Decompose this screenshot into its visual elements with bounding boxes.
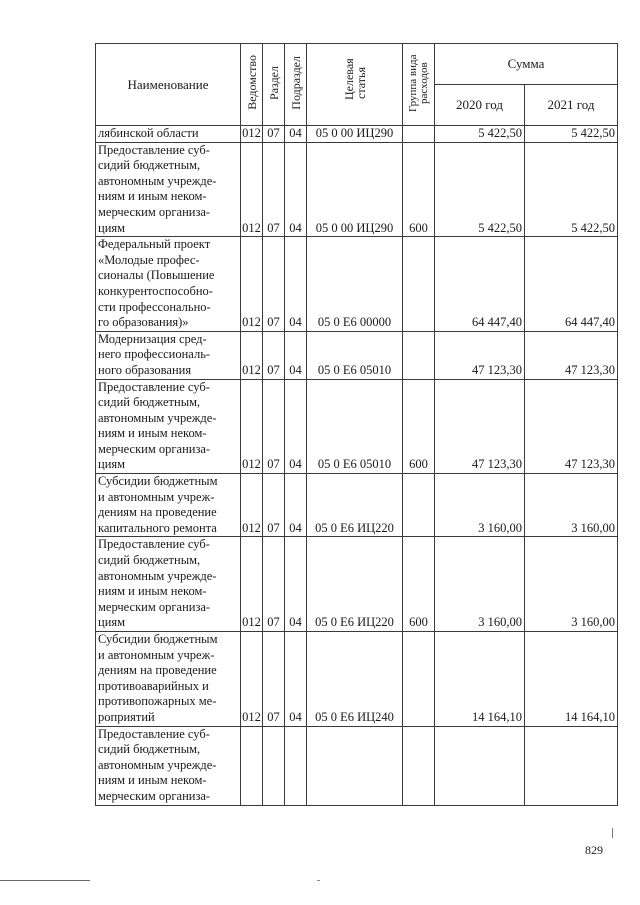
row-name-line: противопожарных ме- (98, 694, 217, 709)
row-name-line: мерческим организа- (98, 204, 211, 219)
row-name-line: сидий бюджетным, (98, 742, 201, 757)
row-razdel: 07 (263, 537, 285, 632)
row-podrazdel: 04 (285, 331, 307, 379)
row-podrazdel: 04 (285, 474, 307, 537)
row-name-line: циям (98, 220, 126, 235)
row-name (96, 537, 241, 632)
row-name-line: мерческим организа- (98, 441, 211, 456)
row-gruppa (403, 474, 435, 537)
row-name-line: роприятий (98, 709, 155, 724)
row-name-line: ниям и иным неком- (98, 584, 207, 599)
row-name-line: автономным учрежде- (98, 568, 217, 583)
row-podrazdel: 04 (285, 537, 307, 632)
row-podrazdel: 04 (285, 379, 307, 474)
row-celevaya: 05 0 Е6 05010 (307, 331, 403, 379)
col-header-2021: 2021 год (525, 85, 618, 126)
table-row (96, 379, 618, 474)
row-celevaya: 05 0 Е6 ИЦ220 (307, 474, 403, 537)
row-sum-2020: 3 160,00 (435, 474, 525, 537)
row-podrazdel: 04 (285, 237, 307, 332)
row-name (96, 632, 241, 727)
budget-table (95, 43, 618, 806)
row-podrazdel: 04 (285, 632, 307, 727)
row-sum-2021: 3 160,00 (525, 474, 618, 537)
row-celevaya: 05 0 Е6 05010 (307, 379, 403, 474)
row-gruppa: 600 (403, 379, 435, 474)
row-sum-2020: 5 422,50 (435, 142, 525, 237)
row-name-line: Модернизация сред- (98, 331, 207, 346)
row-name-line: Предоставление суб- (98, 379, 210, 394)
row-gruppa: 600 (403, 142, 435, 237)
footer-mark (317, 880, 320, 881)
row-name-line: лябинской области (98, 126, 199, 140)
row-sum-2020: 64 447,40 (435, 237, 525, 332)
col-header-celevaya: Целевая статья (307, 44, 403, 126)
row-celevaya: 05 0 Е6 00000 (307, 237, 403, 332)
row-name-line: ниям и иным неком- (98, 426, 207, 441)
row-name-line: него профессиональ- (98, 347, 211, 362)
row-razdel (263, 726, 285, 805)
row-sum-2021 (525, 726, 618, 805)
row-name-line: Предоставление суб- (98, 142, 210, 157)
row-podrazdel: 04 (285, 126, 307, 143)
row-sum-2021: 5 422,50 (525, 142, 618, 237)
row-name-line: мерческим организа- (98, 788, 211, 803)
row-name-line: ного образования (98, 362, 192, 377)
row-gruppa (403, 126, 435, 143)
row-sum-2020: 5 422,50 (435, 126, 525, 143)
row-gruppa (403, 237, 435, 332)
row-name-line: дениям на проведение (98, 663, 217, 678)
table-row (96, 632, 618, 727)
row-name-line: Предоставление суб- (98, 726, 210, 741)
col-header-name: Наименование (96, 44, 241, 126)
row-name-line: сидий бюджетным, (98, 158, 201, 173)
row-name-line: автономным учрежде- (98, 757, 217, 772)
row-name-line: мерческим организа- (98, 599, 211, 614)
table-row (96, 142, 618, 237)
row-name-line: и автономным учреж- (98, 489, 215, 504)
row-name-line: капитального ремонта (98, 520, 217, 535)
row-vedomstvo: 012 (241, 142, 263, 237)
table-row (96, 474, 618, 537)
row-vedomstvo: 012 (241, 331, 263, 379)
table-row (96, 331, 618, 379)
row-sum-2021: 47 123,30 (525, 379, 618, 474)
row-sum-2021: 3 160,00 (525, 537, 618, 632)
row-sum-2020: 47 123,30 (435, 379, 525, 474)
row-name-line: и автономным учреж- (98, 647, 215, 662)
row-celevaya: 05 0 Е6 ИЦ240 (307, 632, 403, 727)
row-razdel: 07 (263, 474, 285, 537)
row-podrazdel: 04 (285, 142, 307, 237)
col-header-podrazdel: Подраздел (285, 44, 307, 126)
row-vedomstvo: 012 (241, 632, 263, 727)
row-name (96, 237, 241, 332)
row-name-line: дениям на проведение (98, 505, 217, 520)
row-sum-2021: 14 164,10 (525, 632, 618, 727)
row-name-line: автономным учрежде- (98, 173, 217, 188)
row-name-line: сидий бюджетным, (98, 395, 201, 410)
col-header-gruppa: Группа вида расходов (403, 44, 435, 126)
row-name-line: Субсидии бюджетным (98, 474, 218, 489)
row-gruppa (403, 331, 435, 379)
table-row (96, 537, 618, 632)
table-row (96, 126, 618, 143)
row-name (96, 474, 241, 537)
row-sum-2020: 3 160,00 (435, 537, 525, 632)
row-name-line: противоаварийных и (98, 678, 209, 693)
table-row (96, 726, 618, 805)
row-vedomstvo: 012 (241, 237, 263, 332)
row-vedomstvo: 012 (241, 379, 263, 474)
row-name-line: «Молодые профес- (98, 252, 200, 267)
row-name-line: конкурентоспособно- (98, 283, 213, 298)
row-gruppa (403, 632, 435, 727)
col-header-vedomstvo: Ведомство (241, 44, 263, 126)
row-sum-2021: 64 447,40 (525, 237, 618, 332)
row-vedomstvo: 012 (241, 537, 263, 632)
row-name-line: автономным учрежде- (98, 410, 217, 425)
row-razdel: 07 (263, 237, 285, 332)
row-name-line: сти профессонально- (98, 299, 211, 314)
row-razdel: 07 (263, 632, 285, 727)
row-name-line: циям (98, 457, 126, 472)
row-podrazdel (285, 726, 307, 805)
row-name-line: циям (98, 615, 126, 630)
footer-rule (0, 880, 90, 881)
row-celevaya: 05 0 00 ИЦ290 (307, 126, 403, 143)
row-razdel: 07 (263, 126, 285, 143)
row-name (96, 379, 241, 474)
row-celevaya: 05 0 Е6 ИЦ220 (307, 537, 403, 632)
row-razdel: 07 (263, 379, 285, 474)
row-name-line: ниям и иным неком- (98, 189, 207, 204)
row-vedomstvo: 012 (241, 474, 263, 537)
row-name (96, 726, 241, 805)
row-sum-2021: 47 123,30 (525, 331, 618, 379)
row-razdel: 07 (263, 331, 285, 379)
row-celevaya: 05 0 00 ИЦ290 (307, 142, 403, 237)
row-name-line: Предоставление суб- (98, 537, 210, 552)
row-name (96, 331, 241, 379)
row-celevaya (307, 726, 403, 805)
row-sum-2021: 5 422,50 (525, 126, 618, 143)
row-name-line: сионалы (Повышение (98, 268, 215, 283)
row-vedomstvo (241, 726, 263, 805)
row-name-line: го образования)» (98, 315, 189, 330)
row-vedomstvo: 012 (241, 126, 263, 143)
row-razdel: 07 (263, 142, 285, 237)
table-row (96, 237, 618, 332)
row-sum-2020 (435, 726, 525, 805)
row-sum-2020: 14 164,10 (435, 632, 525, 727)
row-name (96, 142, 241, 237)
col-header-2020: 2020 год (435, 85, 525, 126)
row-name (96, 126, 241, 143)
row-sum-2020: 47 123,30 (435, 331, 525, 379)
page-number: 829 (585, 843, 603, 857)
row-name-line: Федеральный проект (98, 237, 211, 252)
row-gruppa (403, 726, 435, 805)
row-name-line: Субсидии бюджетным (98, 632, 218, 646)
row-name-line: сидий бюджетным, (98, 553, 201, 568)
budget-page (95, 43, 617, 828)
row-name-line: ниям и иным неком- (98, 773, 207, 788)
col-header-summa: Сумма (435, 44, 618, 85)
col-header-razdel: Раздел (263, 44, 285, 126)
table-edge-line (612, 828, 613, 838)
row-gruppa: 600 (403, 537, 435, 632)
